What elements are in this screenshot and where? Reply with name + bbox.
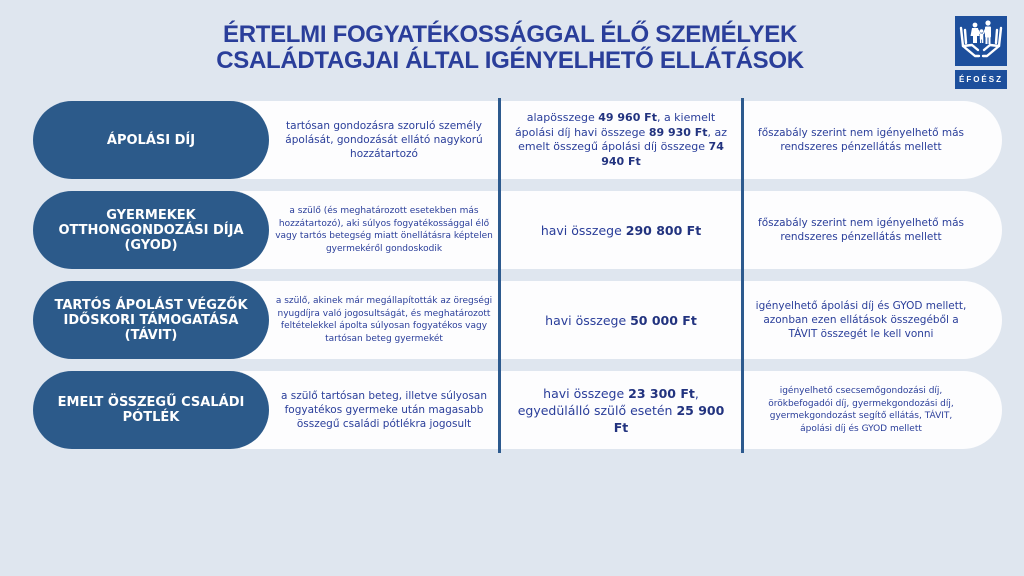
- amount-value: 50 000 Ft: [630, 312, 697, 328]
- eligibility-cell: a szülő (és meghatározott esetekben más hozzátartozó), aki súlyos fogyatékossággal élő vagy tartós betegség miatt önellátásra képtelen gyermekéről gondoskodik: [275, 206, 493, 254]
- amount-value: 23 300 Ft: [628, 385, 695, 401]
- amount-text: havi összege 23 300 Ft, egyedülálló szülő esetén 25 900 Ft: [517, 385, 725, 435]
- compatibility-note-cell: igényelhető csecsemőgondozási díj, örökbefogadói díj, gyermekgondozási díj, gyermekgondozást segítő ellátás, TÁVIT, ápolási díj és GYOD mellett: [768, 386, 954, 434]
- benefit-row-emelt-csaladi-potlek: [0, 371, 1024, 449]
- amount-cell: [502, 371, 740, 449]
- logo-label: ÉFOÉSZ: [955, 70, 1007, 89]
- benefit-row-apolasi-dij: [0, 101, 1024, 179]
- amount-text: havi összege 290 800 Ft: [540, 222, 702, 238]
- amount-value: 25 900 Ft: [613, 402, 725, 435]
- efoesz-logo: [955, 16, 1007, 89]
- amount-value: 290 800 Ft: [625, 222, 702, 238]
- benefit-row-tavit: [0, 281, 1024, 359]
- page-title: [200, 22, 820, 74]
- eligibility-cell: a szülő tartósan beteg, illetve súlyosan fogyatékos gyermeke után magasabb összegű családi pótlékra jogosult: [280, 390, 488, 430]
- benefit-name-pill: TARTÓS ÁPOLÁST VÉGZŐK IDŐSKORI TÁMOGATÁSA (TÁVIT): [33, 281, 269, 359]
- column-divider: [498, 98, 501, 453]
- benefit-name-pill: EMELT ÖSSZEGŰ CSALÁDI PÓTLÉK: [33, 371, 269, 449]
- amount-value: 74 940 Ft: [601, 140, 724, 168]
- benefit-name-pill: GYERMEKEK OTTHONGONDOZÁSI DÍJA (GYOD): [33, 191, 269, 269]
- family-in-hands-icon: [955, 16, 1007, 66]
- compatibility-note-cell: igényelhető ápolási díj és GYOD mellett, azonban ezen ellátások összegéből a TÁVIT összegét le kell vonni: [755, 300, 967, 340]
- eligibility-cell: a szülő, akinek már megállapították az öregségi nyugdíjra való jogosultságát, és meghatározott feltételekkel ápolta súlyosan fogyatékos vagy tartósan beteg gyermekét: [275, 296, 493, 344]
- amount-value: 49 960 Ft: [598, 111, 657, 124]
- benefit-name-pill: ÁPOLÁSI DÍJ: [33, 101, 269, 179]
- amount-cell: [502, 191, 740, 269]
- eligibility-cell: tartósan gondozásra szoruló személy ápolását, gondozását ellátó nagykorú hozzátartozó: [285, 120, 483, 160]
- amount-value: 89 930 Ft: [648, 125, 708, 139]
- amount-cell: [502, 281, 740, 359]
- title-line-2: CSALÁDTAGJAI ÁLTAL IGÉNYELHETŐ ELLÁTÁSOK: [216, 47, 804, 74]
- amount-text: alapösszege 49 960 Ft, a kiemelt ápolási díj havi összege 89 930 Ft, az emelt összegű ápolási díj összege 74 940 Ft: [514, 111, 728, 168]
- compatibility-note-cell: főszabály szerint nem igényelhető más rendszeres pénzellátás mellett: [758, 127, 964, 153]
- amount-cell: [502, 101, 740, 179]
- title-line-1: ÉRTELMI FOGYATÉKOSSÁGGAL ÉLŐ SZEMÉLYEK: [222, 21, 797, 48]
- column-divider: [741, 98, 744, 453]
- benefit-row-gyod: [0, 191, 1024, 269]
- compatibility-note-cell: főszabály szerint nem igényelhető más rendszeres pénzellátás mellett: [758, 217, 964, 243]
- amount-text: havi összege 50 000 Ft: [545, 312, 697, 328]
